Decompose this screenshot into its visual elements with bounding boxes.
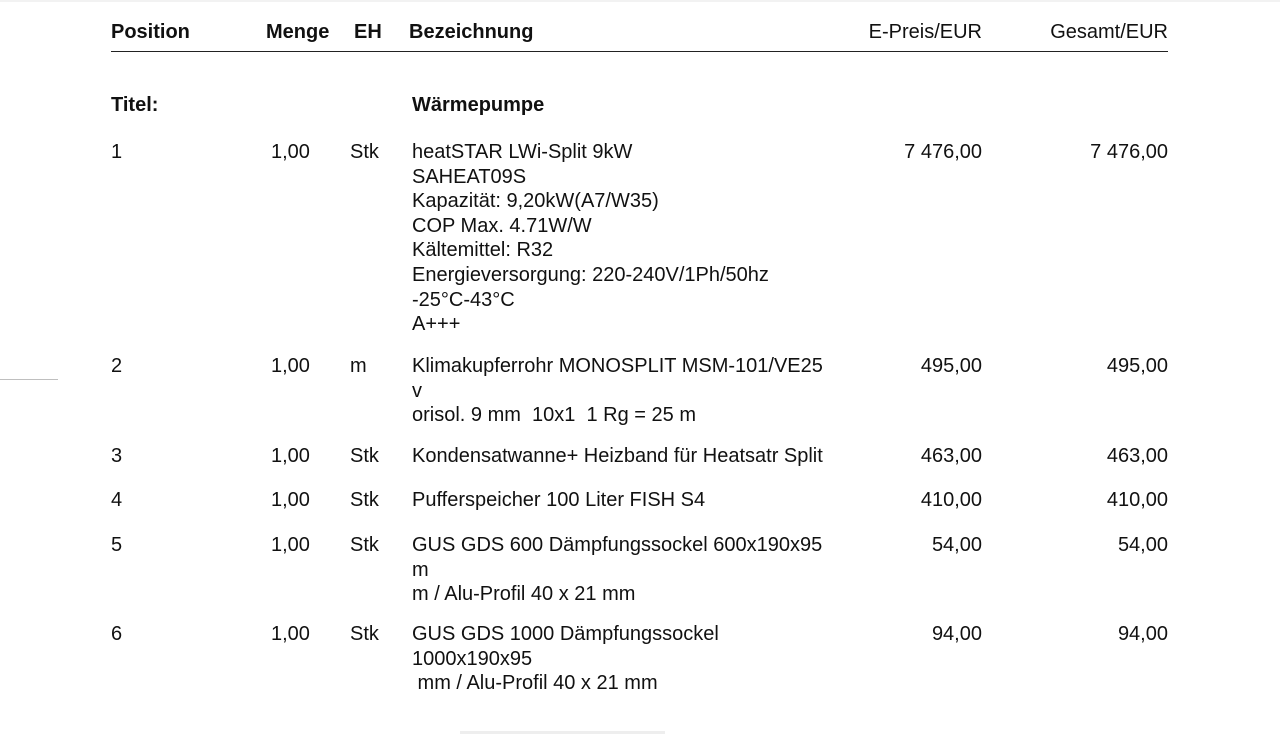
description-line: -25°C-43°C <box>412 288 515 311</box>
page-bottom-edge <box>460 731 665 734</box>
row-total: 410,00 <box>1106 489 1168 511</box>
row-total: 7 476,00 <box>1090 141 1168 163</box>
row-description <box>412 488 705 513</box>
row-position: 3 <box>111 445 123 467</box>
margin-rule <box>0 379 58 380</box>
row-unit-price: 495,00 <box>920 355 982 377</box>
row-position: 5 <box>111 534 123 556</box>
description-line: orisol. 9 mm 10x1 1 Rg = 25 m <box>412 404 697 427</box>
description-line: m <box>412 558 429 581</box>
page-top-edge <box>0 0 1280 2</box>
description-line: A+++ <box>412 313 461 336</box>
description-line: Kapazität: 9,20kW(A7/W35) <box>412 190 659 213</box>
description-line: m / Alu-Profil 40 x 21 mm <box>412 583 636 606</box>
row-eh: Stk <box>350 623 379 645</box>
row-position: 2 <box>111 355 123 377</box>
description-line: Kältemittel: R32 <box>412 239 554 262</box>
row-description <box>412 140 769 337</box>
row-menge: 1,00 <box>271 445 310 467</box>
description-line: GUS GDS 1000 Dämpfungssockel <box>412 623 719 645</box>
row-position: 1 <box>111 141 123 163</box>
description-line: mm / Alu-Profil 40 x 21 mm <box>412 672 658 695</box>
row-eh: Stk <box>350 489 379 511</box>
table-header <box>111 20 1168 52</box>
description-line: v <box>412 379 422 402</box>
row-menge: 1,00 <box>271 141 310 163</box>
row-total: 54,00 <box>1117 534 1168 556</box>
description-line: Energieversorgung: 220-240V/1Ph/50hz <box>412 263 769 286</box>
description-line: COP Max. 4.71W/W <box>412 214 592 237</box>
description-line: GUS GDS 600 Dämpfungssockel 600x190x95 <box>412 534 823 556</box>
row-menge: 1,00 <box>271 355 310 377</box>
header-epreis: E-Preis/EUR <box>868 21 982 43</box>
header-eh: EH <box>354 21 382 43</box>
row-description <box>412 444 823 469</box>
row-position: 6 <box>111 623 123 645</box>
description-line: Klimakupferrohr MONOSPLIT MSM-101/VE25 <box>412 355 823 377</box>
row-menge: 1,00 <box>271 489 310 511</box>
row-eh: Stk <box>350 141 379 163</box>
row-unit-price: 54,00 <box>931 534 982 556</box>
header-position: Position <box>111 21 190 43</box>
row-description <box>412 622 719 696</box>
description-line: Pufferspeicher 100 Liter FISH S4 <box>412 489 706 511</box>
description-line: SAHEAT09S <box>412 165 527 188</box>
row-position: 4 <box>111 489 123 511</box>
description-line: Kondensatwanne+ Heizband für Heatsatr Split <box>412 445 823 467</box>
row-menge: 1,00 <box>271 534 310 556</box>
row-description <box>412 533 822 607</box>
row-unit-price: 94,00 <box>931 623 982 645</box>
description-line: 1000x190x95 <box>412 647 533 670</box>
header-menge: Menge <box>266 21 330 43</box>
section-title-label: Titel: <box>111 94 159 116</box>
row-total: 94,00 <box>1117 623 1168 645</box>
row-unit-price: 7 476,00 <box>904 141 982 163</box>
row-total: 463,00 <box>1106 445 1168 467</box>
row-menge: 1,00 <box>271 623 310 645</box>
row-unit-price: 410,00 <box>920 489 982 511</box>
section-title-value: Wärmepumpe <box>412 94 545 116</box>
description-line: heatSTAR LWi-Split 9kW <box>412 141 633 163</box>
row-eh: Stk <box>350 445 379 467</box>
row-unit-price: 463,00 <box>920 445 982 467</box>
row-total: 495,00 <box>1106 355 1168 377</box>
header-bezeichnung: Bezeichnung <box>409 21 534 43</box>
row-eh: m <box>350 355 367 377</box>
row-description <box>412 354 823 428</box>
row-eh: Stk <box>350 534 379 556</box>
header-gesamt: Gesamt/EUR <box>1050 21 1168 43</box>
